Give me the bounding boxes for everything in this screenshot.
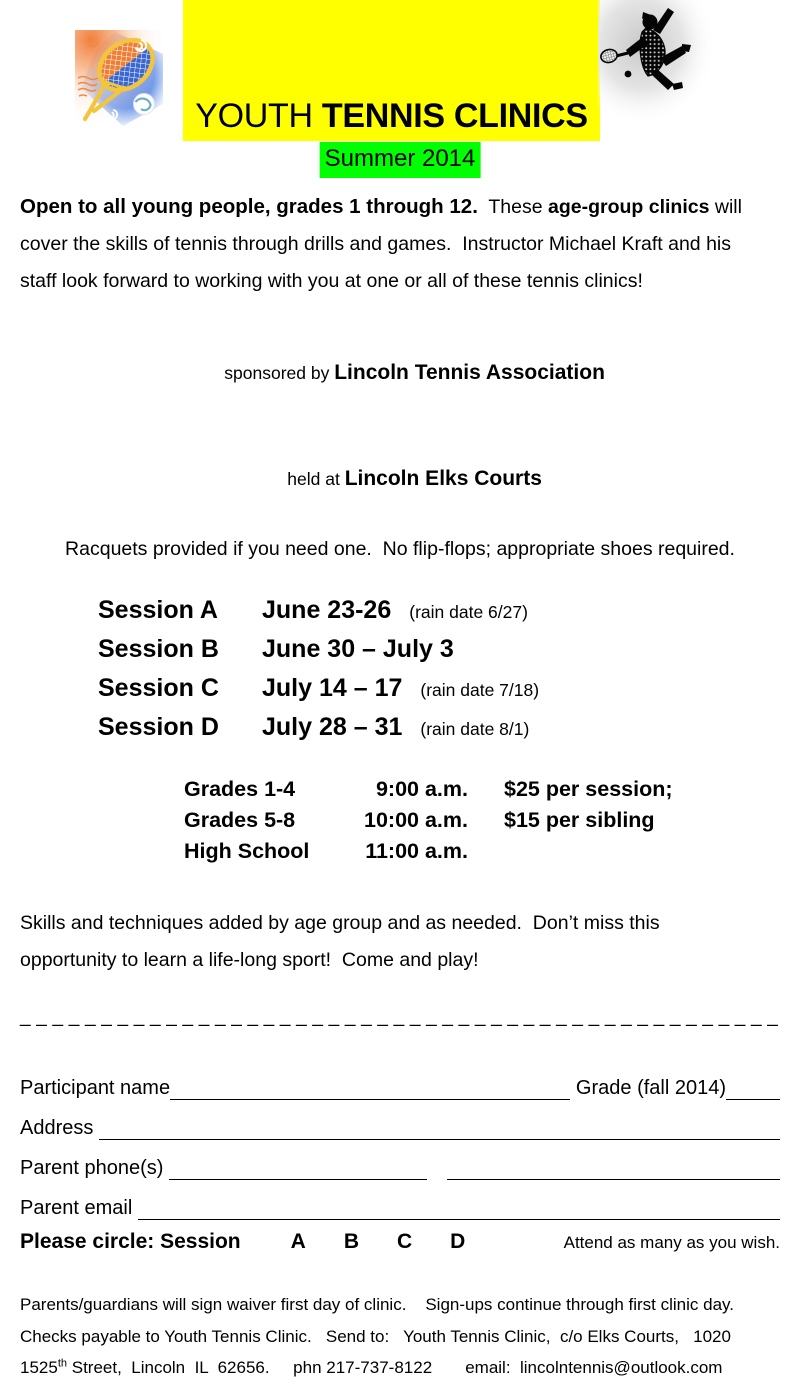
page-title-regular: YOUTH: [195, 97, 322, 135]
attend-note: Attend as many as you wish.: [563, 1233, 780, 1252]
session-dates: July 14 – 17: [262, 673, 403, 702]
email-row: [20, 1180, 780, 1220]
sponsor-name: Lincoln Tennis Association: [334, 360, 605, 384]
schedule-table: [184, 774, 780, 867]
session-option-c[interactable]: C: [396, 1230, 413, 1253]
intro-line1-end: will: [709, 196, 742, 218]
footer-line3-rest: Street, Lincoln IL 62656. phn 217-737-8122 email: lincolntennis@outlook.com: [67, 1358, 723, 1377]
footer-line3: [20, 1358, 722, 1377]
schedule-row: [184, 805, 780, 836]
session-circle-row: [20, 1225, 780, 1260]
session-option-a[interactable]: A: [290, 1230, 306, 1253]
held-prefix: held at: [287, 468, 345, 489]
address-blank[interactable]: [99, 1135, 780, 1140]
sponsored-prefix: sponsored by: [224, 362, 335, 383]
session-label: Session C: [98, 673, 219, 702]
intro-mid: These: [477, 196, 548, 218]
session-rain-date: (rain date 8/1): [420, 718, 530, 739]
closing-line1: Skills and techniques added by age group and as needed. Don’t miss this: [20, 911, 660, 934]
schedule-time: 10:00 a.m.: [364, 807, 468, 832]
session-label: Session D: [98, 712, 219, 741]
schedule-row: [184, 836, 780, 867]
session-row-d: [98, 709, 780, 748]
grade-blank[interactable]: [726, 1095, 780, 1100]
phone-label: Parent phone(s): [20, 1157, 169, 1179]
venue-name: Lincoln Elks Courts: [344, 466, 542, 490]
racquets-note: Racquets provided if you need one. No flip-flops; appropriate shoes required.: [65, 537, 735, 560]
session-row-c: [98, 670, 780, 709]
closing-line2: opportunity to learn a life-long sport! Come and play!: [20, 948, 479, 971]
sponsored-line: [20, 320, 780, 426]
footer-ordinal-suffix: th: [57, 1357, 68, 1370]
footer-line2: Checks payable to Youth Tennis Clinic. Send to: Youth Tennis Clinic, c/o Elks Courts, 1020: [20, 1326, 731, 1346]
registration-form: [20, 1060, 780, 1260]
footer-street-number: 1525: [20, 1358, 58, 1377]
session-option-d[interactable]: D: [450, 1230, 466, 1253]
schedule-price: $25 per session;: [504, 776, 673, 801]
participant-name-label: Participant name: [20, 1077, 171, 1099]
cut-line-separator: _ _ _ _ _ _ _ _ _ _ _ _ _ _ _ _ _ _ _ _ _ _ _ _ _ _ _ _ _ _ _ _ _ _ _ _ _ _ _ _ _ _ _ _ _ _ _: [20, 1006, 779, 1027]
session-dates: July 28 – 31: [262, 712, 403, 741]
intro-paragraph: [20, 188, 780, 300]
schedule-group: Grades 5-8: [184, 807, 296, 832]
session-dates: June 23-26: [262, 595, 392, 624]
address-row: [20, 1100, 780, 1140]
please-circle-label: Please circle: Session: [20, 1230, 241, 1253]
closing-paragraph: [20, 905, 780, 979]
session-row-a: [98, 592, 780, 631]
session-options: [291, 1225, 466, 1259]
session-label: Session A: [98, 595, 218, 624]
schedule-price: $15 per sibling: [504, 807, 655, 832]
session-label: Session B: [98, 634, 219, 663]
intro-line3: staff look forward to working with you at one or all of these tennis clinics!: [20, 270, 643, 292]
session-option-b[interactable]: B: [343, 1230, 359, 1253]
schedule-group: High School: [184, 838, 310, 863]
flyer-content: [20, 0, 780, 1384]
held-line: [20, 426, 780, 532]
grade-label: Grade (fall 2014): [575, 1077, 726, 1099]
email-blank[interactable]: [138, 1215, 780, 1220]
email-label: Parent email: [20, 1197, 138, 1219]
schedule-row: [184, 774, 780, 805]
intro-lead-bold: Open to all young people, grades 1 through 12.: [20, 195, 478, 218]
subtitle-highlight: Summer 2014: [320, 142, 481, 178]
address-label: Address: [20, 1117, 99, 1139]
schedule-price: [468, 836, 504, 867]
session-row-b: [98, 631, 780, 670]
session-rain-date: (rain date 7/18): [420, 679, 540, 700]
schedule-group: Grades 1-4: [184, 776, 296, 801]
schedule-time: 9:00 a.m.: [375, 776, 468, 801]
participant-name-blank[interactable]: [170, 1095, 570, 1100]
schedule-time: 11:00 a.m.: [365, 838, 468, 863]
intro-line2: cover the skills of tennis through drills and games. Instructor Michael Kraft and his: [20, 233, 731, 255]
sessions-list: [98, 592, 780, 748]
phone-row: [20, 1140, 780, 1180]
footer-line1: Parents/guardians will sign waiver first day of clinic. Sign-ups continue through first clinic day.: [20, 1295, 735, 1314]
participant-row: [20, 1060, 780, 1100]
session-dates: June 30 – July 3: [262, 634, 454, 663]
phone-blank-1[interactable]: [169, 1175, 427, 1180]
page-title-bold: TENNIS CLINICS: [321, 97, 588, 135]
footer-notes: [20, 1289, 780, 1384]
phone-blank-2[interactable]: [447, 1175, 780, 1180]
session-rain-date: (rain date 6/27): [409, 601, 528, 622]
intro-age-group-bold: age-group clinics: [548, 196, 710, 218]
